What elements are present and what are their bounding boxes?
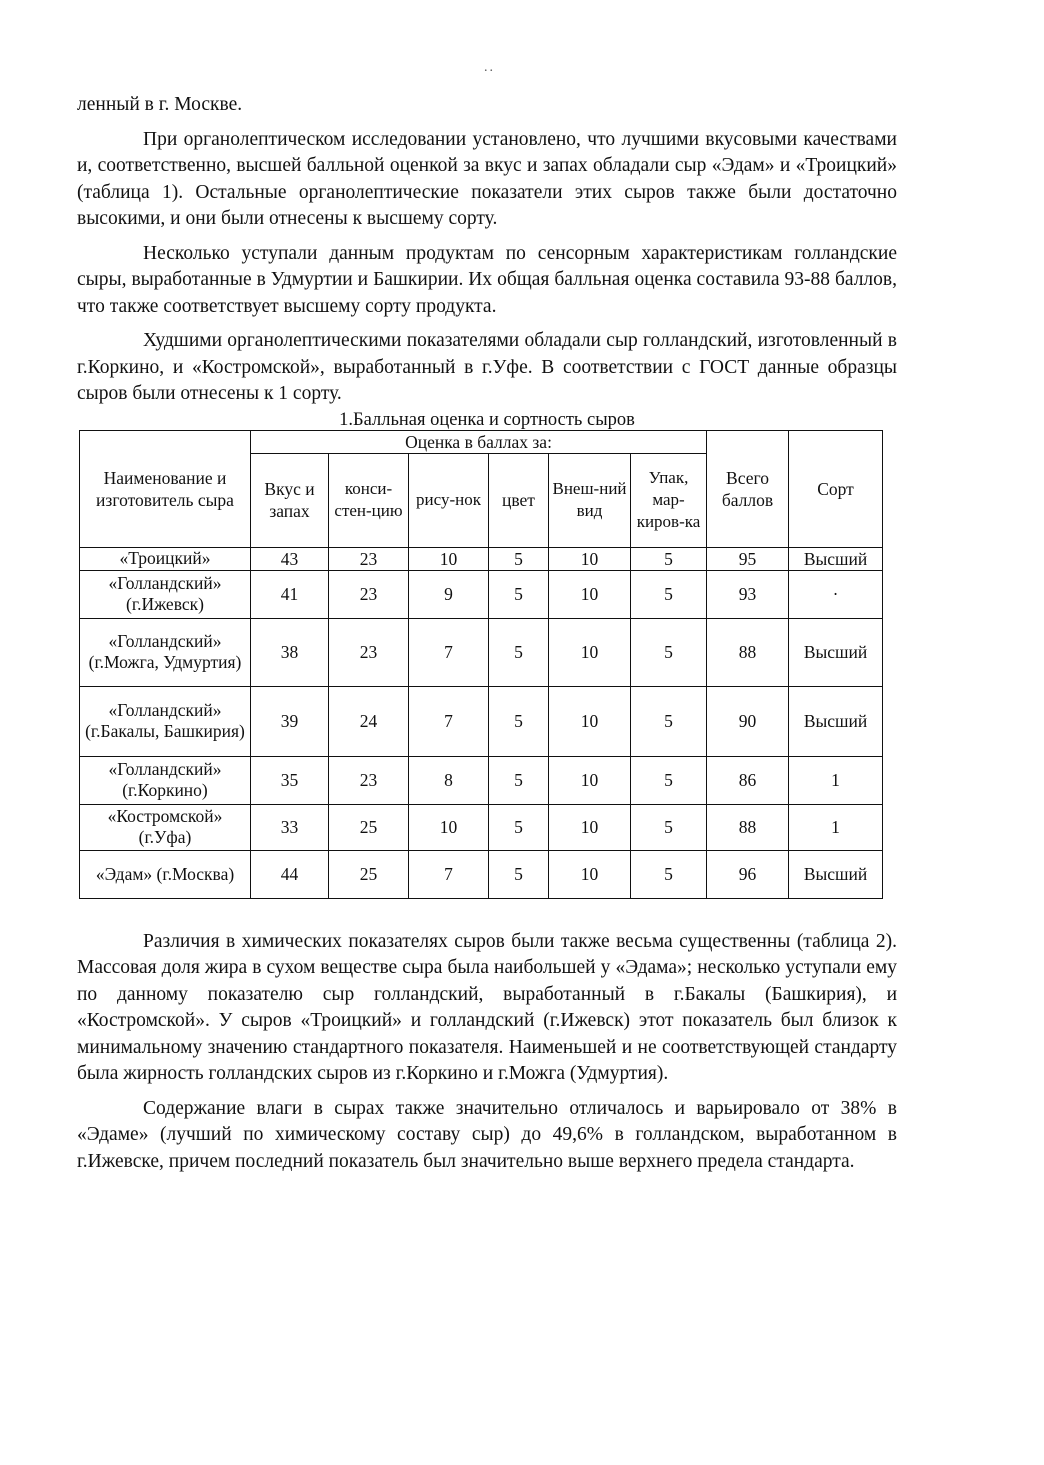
cell-name: «Голландский» (г.Бакалы, Башкирия) xyxy=(80,686,251,756)
cell-consistency: 25 xyxy=(329,804,409,850)
cell-total: 96 xyxy=(707,850,789,898)
cell-appearance: 10 xyxy=(549,804,631,850)
header-appearance: Внеш-ний вид xyxy=(549,453,631,547)
paragraph-worst: Худшими органолептическими показателями обладали сыр голландский, изготовленный в г.Коркино, и «Костромской», выработанный в г.Уфе. В соответствии с ГОСТ данные образцы сыров были отнесены к 1 сорту. xyxy=(77,330,897,404)
cell-consistency: 23 xyxy=(329,570,409,618)
cell-color: 5 xyxy=(489,618,549,686)
cell-grade: 1 xyxy=(789,804,883,850)
cell-packaging: 5 xyxy=(631,804,707,850)
cell-name: «Костромской» (г.Уфа) xyxy=(80,804,251,850)
cell-taste: 44 xyxy=(251,850,329,898)
paragraph-moisture: Содержание влаги в сырах также значительно отличалось и варьировало от 38% в «Эдаме» (лучший по химическому составу сыр) до 49,6% в голландском, выработанном в г.Ижевске, причем последний показатель был значительно выше верхнего предела стандарта. xyxy=(77,1097,897,1172)
cell-total: 93 xyxy=(707,570,789,618)
cell-grade: Высший xyxy=(789,850,883,898)
cell-packaging: 5 xyxy=(631,756,707,804)
table-row xyxy=(80,850,883,898)
cell-appearance: 10 xyxy=(549,618,631,686)
cell-taste: 41 xyxy=(251,570,329,618)
cell-total: 86 xyxy=(707,756,789,804)
table-row xyxy=(80,756,883,804)
header-pattern: рису-нок xyxy=(409,453,489,547)
cell-packaging: 5 xyxy=(631,547,707,570)
cell-name: «Голландский» (г.Коркино) xyxy=(80,756,251,804)
cell-grade: · xyxy=(789,570,883,618)
table-row xyxy=(80,686,883,756)
header-color: цвет xyxy=(489,453,549,547)
cell-color: 5 xyxy=(489,547,549,570)
header-taste: Вкус и запах xyxy=(251,453,329,547)
header-grade: Сорт xyxy=(789,430,883,547)
table-row xyxy=(80,804,883,850)
cell-name: «Голландский» (г.Можга, Удмуртия) xyxy=(80,618,251,686)
cell-color: 5 xyxy=(489,570,549,618)
cell-total: 88 xyxy=(707,618,789,686)
header-consistency: конси-стен-цию xyxy=(329,453,409,547)
cell-packaging: 5 xyxy=(631,570,707,618)
table-row xyxy=(80,547,883,570)
cell-grade: 1 xyxy=(789,756,883,804)
cell-appearance: 10 xyxy=(549,570,631,618)
cell-taste: 35 xyxy=(251,756,329,804)
cell-color: 5 xyxy=(489,686,549,756)
cell-consistency: 24 xyxy=(329,686,409,756)
cell-packaging: 5 xyxy=(631,618,707,686)
cell-taste: 38 xyxy=(251,618,329,686)
header-score-group: Оценка в баллах за: xyxy=(251,430,707,453)
cell-name: «Троицкий» xyxy=(80,547,251,570)
cell-consistency: 23 xyxy=(329,756,409,804)
cell-taste: 39 xyxy=(251,686,329,756)
table-row xyxy=(80,618,883,686)
header-packaging: Упак, мар-киров-ка xyxy=(631,453,707,547)
cell-pattern: 7 xyxy=(409,618,489,686)
paragraph-continuation: ленный в г. Москве. xyxy=(77,94,243,115)
paragraph-chemical: Различия в химических показателях сыров были также весьма существенны (таблица 2). Массовая доля жира в сухом веществе сыра была наибольшей у «Эдама»; несколько уступали ему по данному показателю сыр голландский, выработанный в г.Бакалы (Башкирия), и «Костромской». У сыров «Троицкий» и голландский (г.Ижевск) этот показатель был близок к минимальному значению стандартного показателя. Наименьшей и не соответствующей стандарту была жирность голландских сыров из г.Коркино и г.Можга (Удмуртия). xyxy=(77,930,897,1084)
cell-taste: 43 xyxy=(251,547,329,570)
cell-packaging: 5 xyxy=(631,686,707,756)
cell-total: 90 xyxy=(707,686,789,756)
cell-color: 5 xyxy=(489,804,549,850)
cell-grade: Высший xyxy=(789,547,883,570)
header-total: Всего баллов xyxy=(707,430,789,547)
document-page xyxy=(77,92,897,1175)
cell-consistency: 23 xyxy=(329,547,409,570)
cell-taste: 33 xyxy=(251,804,329,850)
paragraph-organoleptic: При органолептическом исследовании установлено, что лучшими вкусовыми качествами и, соответственно, высшей балльной оценкой за вкус и запах обладали сыр «Эдам» и «Троицкий» (таблица 1). Остальные органолептические показатели этих сыров также были достаточно высокими, и они были отнесены к высшему сорту. xyxy=(77,128,897,229)
cell-packaging: 5 xyxy=(631,850,707,898)
cell-appearance: 10 xyxy=(549,547,631,570)
scores-table xyxy=(79,430,883,899)
cell-pattern: 7 xyxy=(409,686,489,756)
cell-name: «Голландский» (г.Ижевск) xyxy=(80,570,251,618)
cell-appearance: 10 xyxy=(549,756,631,804)
cell-pattern: 9 xyxy=(409,570,489,618)
table-caption: 1.Балльная оценка и сортность сыров xyxy=(339,409,635,430)
header-name: Наименование и изготовитель сыра xyxy=(80,430,251,547)
cell-pattern: 8 xyxy=(409,756,489,804)
cell-consistency: 25 xyxy=(329,850,409,898)
cell-appearance: 10 xyxy=(549,850,631,898)
cell-color: 5 xyxy=(489,850,549,898)
cell-grade: Высший xyxy=(789,618,883,686)
page-mark: .. xyxy=(484,60,495,75)
cell-total: 95 xyxy=(707,547,789,570)
cell-pattern: 7 xyxy=(409,850,489,898)
cell-pattern: 10 xyxy=(409,547,489,570)
paragraph-sensory: Несколько уступали данным продуктам по сенсорным характеристикам голландские сыры, выработанные в Удмуртии и Башкирии. Их общая балльная оценка составила 93-88 баллов, что также соответствует высшему сорту продукта. xyxy=(77,242,897,317)
cell-grade: Высший xyxy=(789,686,883,756)
cell-pattern: 10 xyxy=(409,804,489,850)
table-row xyxy=(80,570,883,618)
cell-appearance: 10 xyxy=(549,686,631,756)
cell-total: 88 xyxy=(707,804,789,850)
cell-name: «Эдам» (г.Москва) xyxy=(80,850,251,898)
cell-consistency: 23 xyxy=(329,618,409,686)
cell-color: 5 xyxy=(489,756,549,804)
